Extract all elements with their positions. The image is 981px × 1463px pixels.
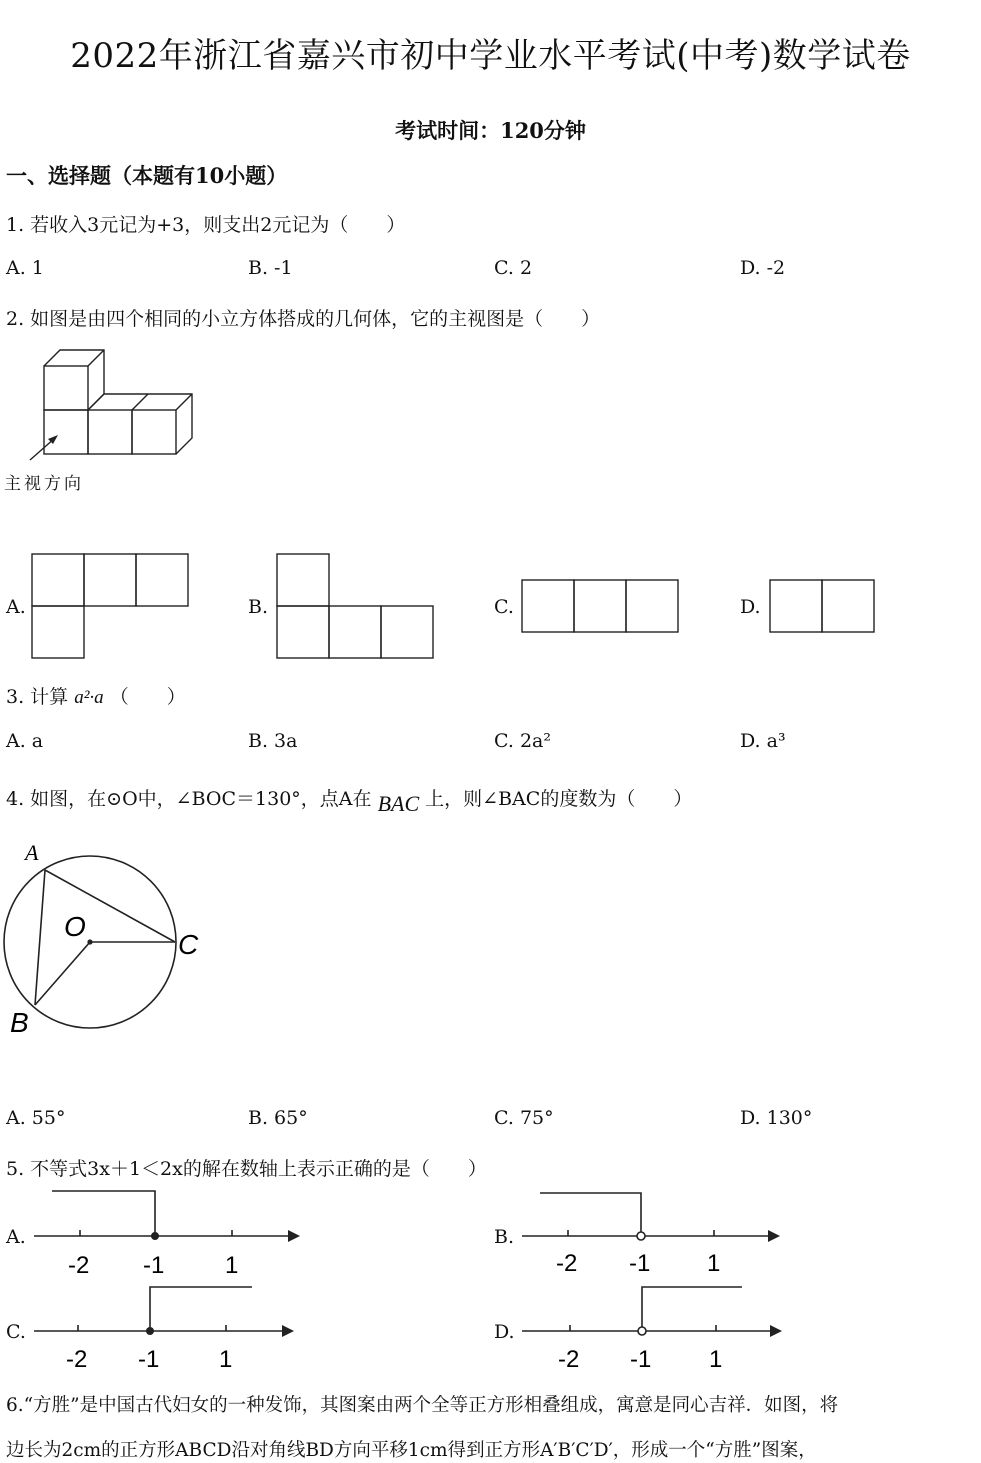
tick-label: 1 — [707, 1250, 721, 1277]
point-b-label: B — [10, 1007, 29, 1038]
tick-label: -2 — [556, 1250, 578, 1277]
point-a-label: A — [25, 840, 39, 865]
q4-option-c: C. 75° — [494, 1107, 554, 1129]
q5-option-a-label: A. — [6, 1226, 26, 1248]
tick-label: 1 — [709, 1346, 723, 1373]
q1-option-d: D. -2 — [740, 257, 786, 279]
q5-option-c-label: C. — [6, 1321, 26, 1343]
tick-label: -1 — [629, 1250, 651, 1277]
arrow-head-icon — [770, 1325, 782, 1337]
question-1-stem: 1. 若收入3元记为+3，则支出2元记为（ ） — [6, 214, 406, 236]
arrow-head-icon — [282, 1325, 294, 1337]
q5-option-d-numberline — [518, 1280, 793, 1375]
q1-option-c: C. 2 — [494, 257, 533, 279]
question-3-stem — [6, 682, 186, 709]
question-6-line-1: 6.“方胜”是中国古代妇女的一种发饰，其图案由两个全等正方形相叠组成，寓意是同心吉祥．如图，将 — [6, 1395, 839, 1416]
section-heading: 一、选择题（本题有10小题） — [6, 163, 288, 188]
point-c-label: C — [178, 929, 199, 960]
tick-label: -1 — [138, 1346, 160, 1373]
hollow-point — [638, 1327, 646, 1335]
solid-point — [146, 1327, 154, 1335]
view-direction-label: 主视方向 — [4, 474, 84, 494]
question-6-line-2: 边长为2cm的正方形ABCD沿对角线BD方向平移1cm得到正方形A′B′C′D′，形成一个“方胜”图案， — [6, 1440, 817, 1461]
q3-option-d: D. a³ — [740, 730, 786, 752]
tick-label: -2 — [558, 1346, 580, 1373]
q2-option-d-figure — [768, 578, 880, 638]
tick-label: 1 — [219, 1346, 233, 1373]
point-o-label: O — [64, 911, 86, 942]
solid-point — [151, 1232, 159, 1240]
arrow-head-icon — [288, 1230, 300, 1242]
q1-option-a: A. 1 — [6, 257, 44, 279]
hollow-point — [637, 1232, 645, 1240]
page-title: 2022年浙江省嘉兴市初中学业水平考试(中考)数学试卷 — [70, 36, 911, 76]
question-4-stem — [6, 784, 693, 816]
q2-option-a-figure — [30, 552, 195, 664]
q2-option-b-label: B. — [248, 596, 269, 618]
arrow-head-icon — [768, 1230, 780, 1242]
q4-option-d: D. 130° — [740, 1107, 813, 1129]
q2-option-d-label: D. — [740, 596, 761, 618]
q5-option-d-label: D. — [494, 1321, 515, 1343]
q3-stem-suffix: （ ） — [109, 686, 186, 708]
q5-option-a-numberline — [30, 1185, 305, 1280]
circle-figure — [0, 832, 215, 1042]
q4-stem-a: 4. 如图，在⊙O中，∠BOC＝130°，点A在 — [6, 788, 372, 810]
q4-stem-b: 上，则∠BAC的度数为（ ） — [425, 788, 693, 810]
question-5-stem: 5. 不等式3x＋1＜2x的解在数轴上表示正确的是（ ） — [6, 1158, 487, 1180]
tick-label: 1 — [225, 1252, 239, 1279]
q2-option-a-label: A. — [6, 596, 26, 618]
q3-expression: a²·a — [74, 687, 104, 708]
q2-option-c-figure — [520, 578, 685, 638]
tick-label: -2 — [66, 1346, 88, 1373]
q3-stem-prefix: 3. 计算 — [6, 686, 69, 708]
q5-option-c-numberline — [30, 1280, 305, 1375]
exam-duration: 考试时间：120分钟 — [395, 118, 586, 143]
q5-option-b-label: B. — [494, 1226, 515, 1248]
tick-label: -1 — [630, 1346, 652, 1373]
q3-option-c: C. 2a² — [494, 730, 551, 752]
tick-label: -1 — [143, 1252, 165, 1279]
q5-option-b-numberline — [518, 1185, 793, 1280]
q2-option-b-figure — [275, 552, 440, 664]
q3-option-b: B. 3a — [248, 730, 298, 752]
q2-option-c-label: C. — [494, 596, 514, 618]
q4-option-b: B. 65° — [248, 1107, 308, 1129]
center-point — [87, 939, 92, 944]
cube-stack-figure — [0, 340, 220, 470]
q4-arc-label: BAC — [377, 791, 420, 816]
question-2-stem: 2. 如图是由四个相同的小立方体搭成的几何体，它的主视图是（ ） — [6, 308, 601, 330]
q3-option-a: A. a — [6, 730, 44, 752]
tick-label: -2 — [68, 1252, 90, 1279]
q1-option-b: B. -1 — [248, 257, 293, 279]
q4-option-a: A. 55° — [6, 1107, 66, 1129]
